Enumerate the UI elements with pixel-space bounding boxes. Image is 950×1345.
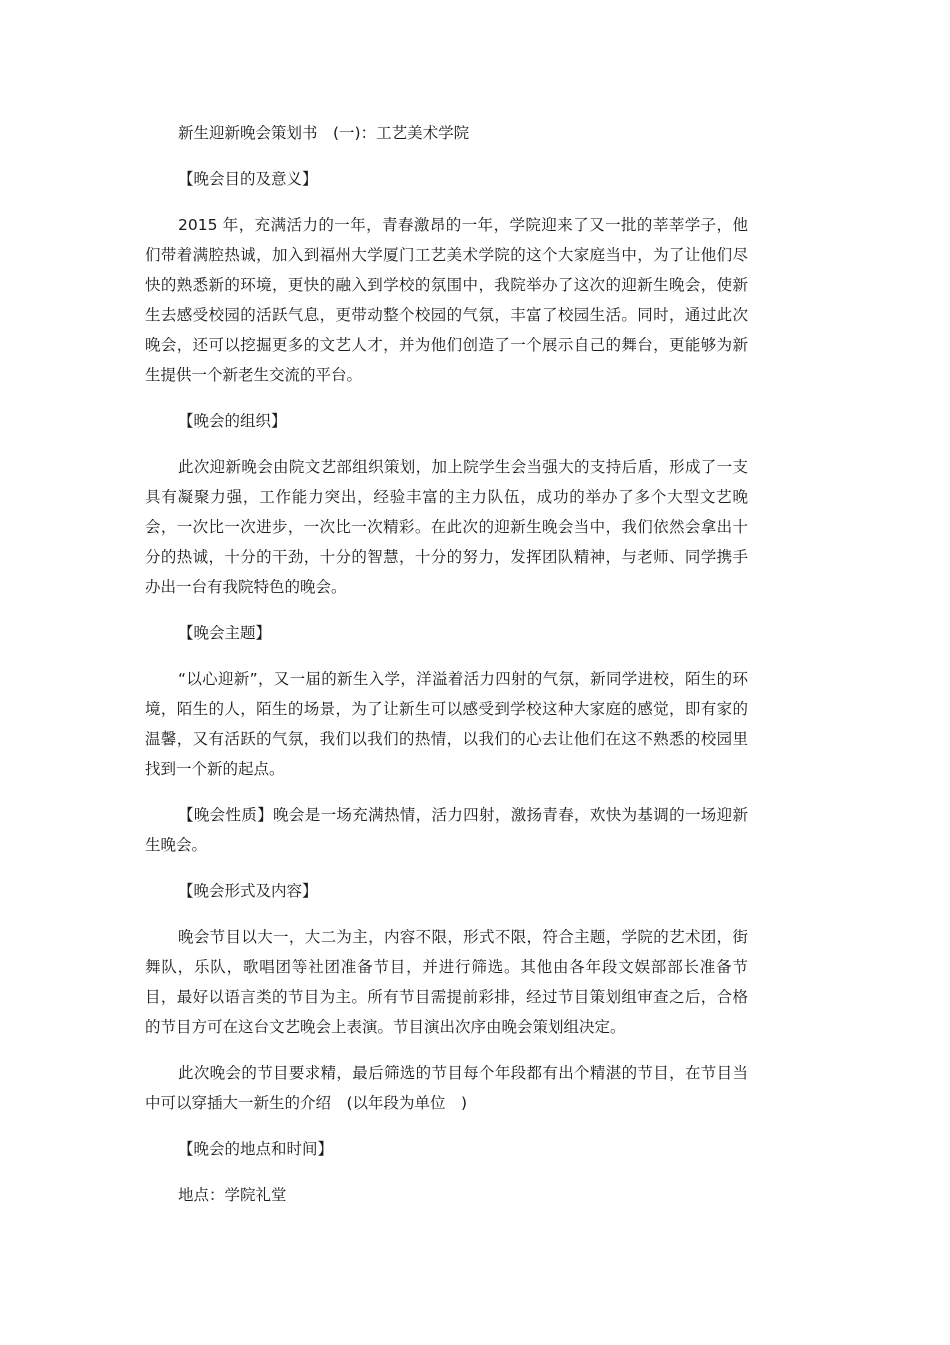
document-body [145,118,748,1226]
paragraph-program-requirements: 此次晚会的节目要求精，最后筛选的节目每个年段都有出个精湛的节目，在节目当中可以穿插大一新生的介绍 (以年段为单位 ) [145,1064,748,1112]
paragraph-organization: 此次迎新晚会由院文艺部组织策划，加上院学生会当强大的支持后盾，形成了一支具有凝聚力强，工作能力突出，经验丰富的主力队伍，成功的举办了多个大型文艺晚会，一次比一次进步，一次比一次精彩。在此次的迎新生晚会当中，我们依然会拿出十分的热诚，十分的干劲，十分的智慧，十分的努力，发挥团队精神，与老师、同学携手办出一台有我院特色的晚会。 [145,458,748,596]
section-heading-venue-time: 【晚会的地点和时间】 [178,1140,334,1158]
paragraph-theme: “以心迎新”，又一届的新生入学，洋溢着活力四射的气氛，新同学进校，陌生的环境，陌生的人，陌生的场景，为了让新生可以感受到学校这种大家庭的感觉，即有家的温馨，又有活跃的气氛，我们以我们的热情，以我们的心去让他们在这不熟悉的校园里找到一个新的起点。 [145,670,748,778]
page-title [145,118,748,148]
paragraph-venue: 地点：学院礼堂 [178,1186,287,1204]
page-title-text: 新生迎新晚会策划书 (一)：工艺美术学院 [178,124,470,142]
section-heading-format: 【晚会形式及内容】 [178,882,318,900]
paragraph-purpose: 2015 年，充满活力的一年，青春激昂的一年，学院迎来了又一批的莘莘学子，他们带着满腔热诚，加入到福州大学厦门工艺美术学院的这个大家庭当中，为了让他们尽快的熟悉新的环境，更快的融入到学校的氛围中，我院举办了这次的迎新生晚会，使新生去感受校园的活跃气息，更带动整个校园的气氛，丰富了校园生活。同时，通过此次晚会，还可以挖掘更多的文艺人才，并为他们创造了一个展示自己的舞台，更能够为新生提供一个新老生交流的平台。 [145,216,748,384]
paragraph-format: 晚会节目以大一，大二为主，内容不限，形式不限，符合主题，学院的艺术团，街舞队，乐队，歌唱团等社团准备节目，并进行筛选。其他由各年段文娱部部长准备节目，最好以语言类的节目为主。所有节目需提前彩排，经过节目策划组审查之后，合格的节目方可在这台文艺晚会上表演。节目演出次序由晚会策划组决定。 [145,928,748,1036]
section-heading-theme: 【晚会主题】 [178,624,272,642]
paragraph-nature: 【晚会性质】晚会是一场充满热情，活力四射，激扬青春，欢快为基调的一场迎新生晚会。 [145,806,748,854]
section-heading-purpose: 【晚会目的及意义】 [178,170,318,188]
section-heading-organization: 【晚会的组织】 [178,412,287,430]
